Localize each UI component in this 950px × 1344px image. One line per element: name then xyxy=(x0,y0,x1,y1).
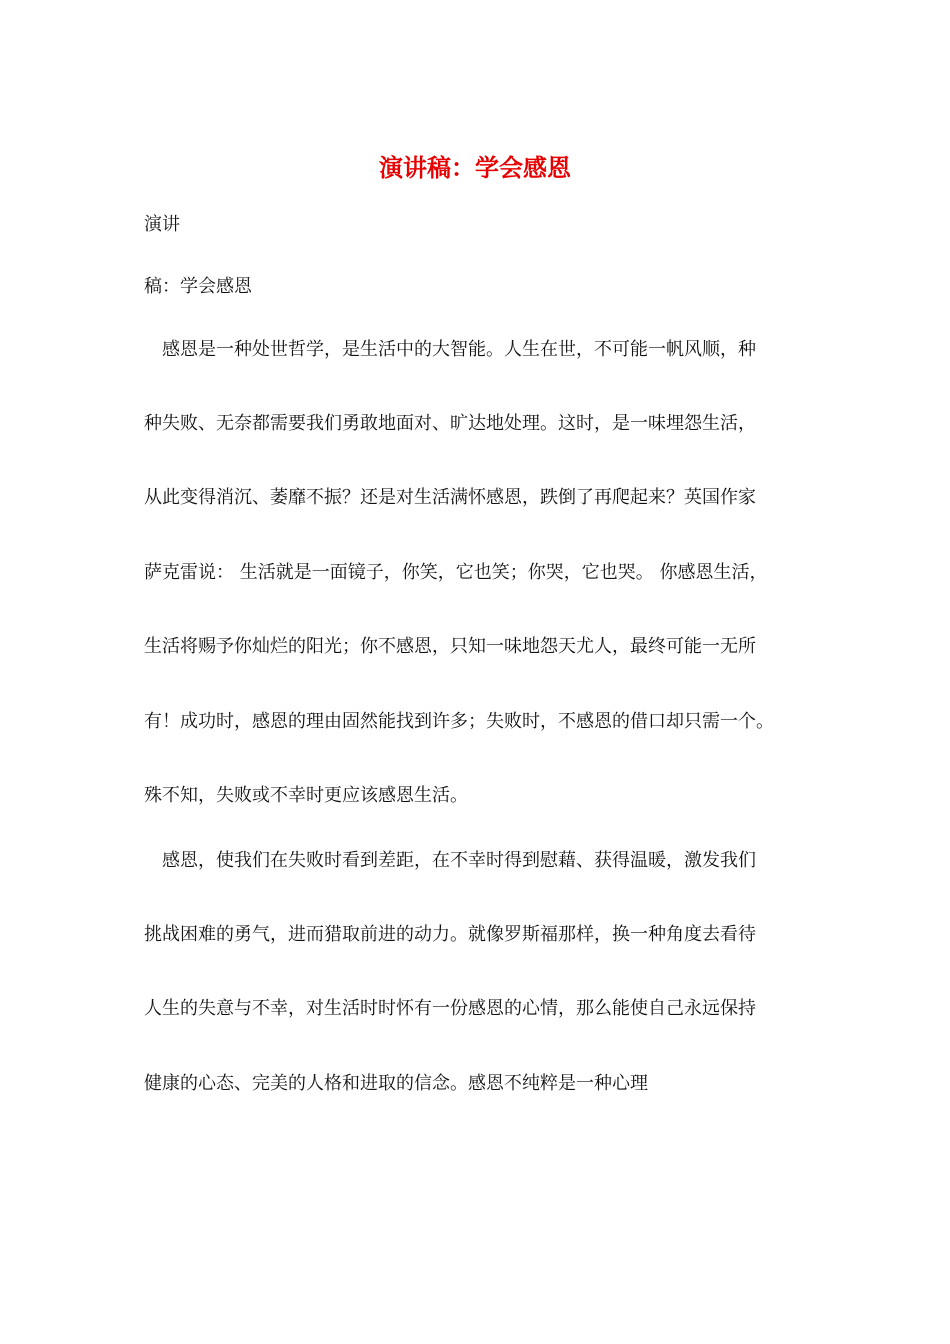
body-line: 从此变得消沉、萎靡不振？还是对生活满怀感恩，跌倒了再爬起来？英国作家 xyxy=(144,487,756,508)
body-line: 挑战困难的勇气，进而猎取前进的动力。就像罗斯福那样，换一种角度去看待 xyxy=(144,924,756,945)
body-line: 感恩，使我们在失败时看到差距，在不幸时得到慰藉、获得温暖，激发我们 xyxy=(144,850,756,871)
body-line: 种失败、无奈都需要我们勇敢地面对、旷达地处理。这时，是一味埋怨生活， xyxy=(144,413,756,434)
body-line: 殊不知，失败或不幸时更应该感恩生活。 xyxy=(144,785,468,806)
body-line: 萨克雷说： 生活就是一面镜子，你笑，它也笑；你哭，它也哭。 你感恩生活， xyxy=(144,562,768,583)
body-line: 人生的失意与不幸，对生活时时怀有一份感恩的心情，那么能使自己永远保持 xyxy=(144,998,756,1019)
page-title: 演讲稿：学会感恩 xyxy=(379,153,571,182)
body-line: 有！成功时，感恩的理由固然能找到许多；失败时，不感恩的借口却只需一个。 xyxy=(144,711,774,732)
heading-line: 稿：学会感恩 xyxy=(144,276,252,297)
heading-line: 演讲 xyxy=(144,214,180,235)
body-line: 健康的心态、完美的人格和进取的信念。感恩不纯粹是一种心理 xyxy=(144,1073,648,1094)
body-line: 感恩是一种处世哲学，是生活中的大智能。人生在世，不可能一帆风顺，种 xyxy=(144,339,756,360)
body-line: 生活将赐予你灿烂的阳光；你不感恩，只知一味地怨天尤人，最终可能一无所 xyxy=(144,636,756,657)
